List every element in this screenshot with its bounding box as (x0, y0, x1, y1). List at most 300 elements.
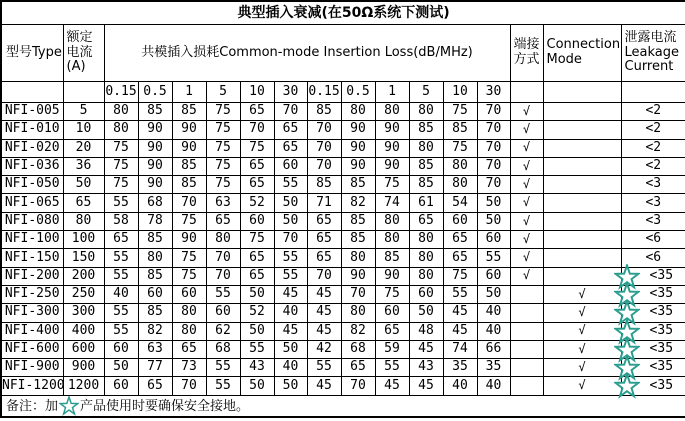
column-header-termination: 端接方式 (510, 25, 543, 82)
loss-cell-10: 55 (443, 285, 477, 303)
leakage-cell (621, 103, 685, 121)
table-row-nfi-080 (1, 212, 685, 230)
termination-cell: √ (510, 139, 543, 157)
loss-cell-10: 65 (443, 249, 477, 267)
loss-cell-11: 60 (477, 267, 510, 285)
footnote-prefix: 备注：加 (6, 398, 59, 414)
frequency-label-6: 0.15 (307, 82, 341, 103)
loss-cell-10: 75 (443, 267, 477, 285)
loss-cell-7: 80 (341, 304, 375, 322)
loss-cell-4: 65 (240, 267, 274, 285)
loss-cell-1: 90 (138, 139, 172, 157)
leakage-value: <35 (649, 267, 674, 283)
model-cell: NFI-1200 (1, 377, 63, 395)
rated-current-cell: 5 (63, 103, 104, 121)
loss-cell-7: 90 (341, 139, 375, 157)
loss-cell-0: 75 (104, 176, 138, 194)
loss-cell-9: 60 (409, 285, 443, 303)
loss-cell-9: 85 (409, 176, 443, 194)
loss-cell-1: 85 (138, 304, 172, 322)
loss-cell-5: 50 (274, 212, 307, 230)
rated-current-cell: 200 (63, 267, 104, 285)
rated-current-cell: 80 (63, 212, 104, 230)
loss-cell-0: 55 (104, 304, 138, 322)
rated-current-cell: 10 (63, 121, 104, 139)
loss-cell-8: 55 (375, 359, 409, 377)
leakage-cell (621, 285, 685, 303)
loss-cell-1: 90 (138, 121, 172, 139)
loss-cell-2: 70 (172, 377, 206, 395)
connection-mode-cell: √ (543, 359, 621, 377)
star-icon (59, 396, 79, 416)
loss-cell-9: 80 (409, 103, 443, 121)
table-row-nfi-250 (1, 285, 685, 303)
loss-cell-0: 65 (104, 231, 138, 249)
table-title: 典型插入衰减(在50Ω系统下测试) (1, 1, 685, 25)
loss-cell-3: 65 (206, 212, 240, 230)
model-cell: NFI-200 (1, 267, 63, 285)
loss-cell-5: 70 (274, 103, 307, 121)
loss-cell-7: 80 (341, 103, 375, 121)
loss-cell-0: 60 (104, 377, 138, 395)
termination-cell (510, 285, 543, 303)
loss-cell-9: 61 (409, 194, 443, 212)
loss-cell-11: 70 (477, 139, 510, 157)
loss-cell-8: 80 (375, 103, 409, 121)
loss-cell-4: 55 (240, 340, 274, 358)
loss-cell-7: 80 (341, 249, 375, 267)
model-cell: NFI-065 (1, 194, 63, 212)
loss-cell-0: 75 (104, 157, 138, 175)
loss-cell-2: 75 (172, 249, 206, 267)
connection-mode-cell (543, 212, 621, 230)
loss-cell-0: 55 (104, 322, 138, 340)
loss-cell-9: 45 (409, 377, 443, 395)
connection-mode-cell (543, 157, 621, 175)
loss-cell-11: 70 (477, 121, 510, 139)
loss-cell-0: 55 (104, 249, 138, 267)
loss-cell-11: 60 (477, 231, 510, 249)
loss-cell-4: 50 (240, 285, 274, 303)
loss-cell-4: 50 (240, 377, 274, 395)
loss-cell-1: 63 (138, 340, 172, 358)
loss-cell-8: 59 (375, 340, 409, 358)
loss-cell-8: 90 (375, 139, 409, 157)
loss-cell-3: 68 (206, 340, 240, 358)
loss-cell-2: 70 (172, 194, 206, 212)
loss-cell-8: 60 (375, 304, 409, 322)
loss-cell-9: 80 (409, 139, 443, 157)
leakage-value: <2 (645, 121, 662, 137)
loss-cell-4: 75 (240, 139, 274, 157)
termination-cell: √ (510, 231, 543, 249)
loss-cell-3: 55 (206, 285, 240, 303)
loss-cell-0: 75 (104, 139, 138, 157)
leakage-cell (621, 304, 685, 322)
loss-cell-9: 65 (409, 212, 443, 230)
loss-cell-6: 42 (307, 340, 341, 358)
loss-cell-2: 90 (172, 121, 206, 139)
frequency-label-9: 5 (409, 82, 443, 103)
connection-mode-cell (543, 121, 621, 139)
loss-cell-4: 65 (240, 103, 274, 121)
loss-cell-3: 60 (206, 304, 240, 322)
model-cell: NFI-300 (1, 304, 63, 322)
loss-cell-9: 85 (409, 157, 443, 175)
column-header-rated-current: 额定电流(A) (63, 25, 104, 82)
table-header-row (1, 25, 685, 82)
loss-cell-5: 65 (274, 139, 307, 157)
model-cell: NFI-005 (1, 103, 63, 121)
loss-cell-3: 75 (206, 121, 240, 139)
loss-cell-2: 85 (172, 176, 206, 194)
loss-cell-6: 65 (307, 231, 341, 249)
termination-cell (510, 377, 543, 395)
footnote-suffix: 产品使用时要确保安全接地。 (80, 398, 250, 414)
model-cell: NFI-150 (1, 249, 63, 267)
loss-cell-10: 80 (443, 176, 477, 194)
model-cell: NFI-080 (1, 212, 63, 230)
loss-cell-5: 50 (274, 194, 307, 212)
loss-cell-2: 80 (172, 322, 206, 340)
star-icon (59, 396, 79, 416)
leakage-value: <35 (649, 359, 674, 375)
loss-cell-7: 90 (341, 121, 375, 139)
model-cell: NFI-400 (1, 322, 63, 340)
loss-cell-6: 45 (307, 285, 341, 303)
termination-cell: √ (510, 103, 543, 121)
loss-cell-10: 45 (443, 304, 477, 322)
termination-cell: √ (510, 176, 543, 194)
loss-cell-6: 85 (307, 176, 341, 194)
loss-cell-2: 60 (172, 285, 206, 303)
rated-current-cell: 150 (63, 249, 104, 267)
leakage-cell (621, 139, 685, 157)
termination-cell (510, 359, 543, 377)
loss-cell-2: 75 (172, 212, 206, 230)
loss-cell-2: 85 (172, 103, 206, 121)
table-row-nfi-020 (1, 139, 685, 157)
loss-cell-1: 80 (138, 249, 172, 267)
model-cell: NFI-020 (1, 139, 63, 157)
loss-cell-1: 78 (138, 212, 172, 230)
column-header-leakage-current: 泄露电流Leakage Current (621, 25, 685, 82)
loss-cell-6: 65 (307, 249, 341, 267)
leakage-value: <2 (645, 139, 662, 155)
loss-cell-0: 80 (104, 121, 138, 139)
model-cell: NFI-036 (1, 157, 63, 175)
loss-cell-8: 75 (375, 176, 409, 194)
loss-cell-1: 68 (138, 194, 172, 212)
table-row-nfi-300 (1, 304, 685, 322)
leakage-cell (621, 267, 685, 285)
loss-cell-9: 45 (409, 340, 443, 358)
loss-cell-2: 73 (172, 359, 206, 377)
loss-cell-11: 70 (477, 157, 510, 175)
loss-cell-11: 50 (477, 194, 510, 212)
leakage-cell (621, 121, 685, 139)
loss-cell-0: 55 (104, 267, 138, 285)
table-row-nfi-150 (1, 249, 685, 267)
loss-cell-1: 85 (138, 103, 172, 121)
loss-cell-6: 45 (307, 304, 341, 322)
freq-blank-leakage (621, 82, 685, 103)
loss-cell-8: 90 (375, 157, 409, 175)
loss-cell-10: 60 (443, 212, 477, 230)
loss-cell-2: 80 (172, 304, 206, 322)
loss-cell-0: 80 (104, 103, 138, 121)
loss-cell-0: 55 (104, 194, 138, 212)
loss-cell-10: 74 (443, 340, 477, 358)
connection-mode-cell (543, 267, 621, 285)
loss-cell-5: 55 (274, 249, 307, 267)
loss-cell-7: 90 (341, 267, 375, 285)
table-title-row (1, 1, 685, 25)
footnote (1, 395, 685, 417)
frequency-label-3: 5 (206, 82, 240, 103)
frequency-label-5: 30 (274, 82, 307, 103)
loss-cell-3: 75 (206, 103, 240, 121)
column-header-connection-mode: Connection Mode (543, 25, 621, 82)
table-row-nfi-100 (1, 231, 685, 249)
loss-cell-3: 55 (206, 377, 240, 395)
loss-cell-7: 85 (341, 231, 375, 249)
model-cell: NFI-600 (1, 340, 63, 358)
loss-cell-5: 60 (274, 157, 307, 175)
rated-current-cell: 100 (63, 231, 104, 249)
rated-current-cell: 1200 (63, 377, 104, 395)
model-cell: NFI-100 (1, 231, 63, 249)
loss-cell-1: 82 (138, 322, 172, 340)
loss-cell-3: 70 (206, 249, 240, 267)
loss-cell-3: 75 (206, 176, 240, 194)
loss-cell-11: 66 (477, 340, 510, 358)
leakage-cell (621, 212, 685, 230)
rated-current-cell: 300 (63, 304, 104, 322)
loss-cell-5: 45 (274, 285, 307, 303)
loss-cell-6: 70 (307, 121, 341, 139)
loss-cell-11: 70 (477, 103, 510, 121)
table-row-nfi-400 (1, 322, 685, 340)
termination-cell (510, 340, 543, 358)
loss-cell-1: 85 (138, 267, 172, 285)
column-header-model: 型号Type (1, 25, 63, 82)
loss-cell-4: 52 (240, 304, 274, 322)
loss-cell-6: 70 (307, 157, 341, 175)
loss-cell-0: 50 (104, 359, 138, 377)
leakage-cell (621, 377, 685, 395)
table-row-nfi-200 (1, 267, 685, 285)
table-row-nfi-010 (1, 121, 685, 139)
loss-cell-10: 80 (443, 157, 477, 175)
loss-cell-4: 43 (240, 359, 274, 377)
loss-cell-10: 45 (443, 322, 477, 340)
loss-cell-6: 70 (307, 267, 341, 285)
loss-cell-5: 65 (274, 121, 307, 139)
termination-cell: √ (510, 249, 543, 267)
loss-cell-1: 60 (138, 285, 172, 303)
loss-cell-4: 65 (240, 176, 274, 194)
loss-cell-0: 60 (104, 340, 138, 358)
model-cell: NFI-900 (1, 359, 63, 377)
rated-current-cell: 20 (63, 139, 104, 157)
leakage-value: <3 (645, 176, 662, 192)
frequency-label-11: 30 (477, 82, 510, 103)
loss-cell-7: 68 (341, 340, 375, 358)
loss-cell-5: 70 (274, 231, 307, 249)
loss-cell-3: 55 (206, 359, 240, 377)
loss-cell-6: 71 (307, 194, 341, 212)
freq-blank-connection (543, 82, 621, 103)
table-row-nfi-900 (1, 359, 685, 377)
leakage-cell (621, 340, 685, 358)
loss-cell-10: 35 (443, 359, 477, 377)
loss-cell-5: 45 (274, 322, 307, 340)
loss-cell-8: 74 (375, 194, 409, 212)
termination-cell (510, 304, 543, 322)
leakage-value: <35 (649, 304, 674, 320)
loss-cell-5: 40 (274, 304, 307, 322)
model-cell: NFI-010 (1, 121, 63, 139)
leakage-value: <6 (645, 249, 662, 265)
connection-mode-cell (543, 194, 621, 212)
frequency-label-0: 0.15 (104, 82, 138, 103)
loss-cell-11: 40 (477, 304, 510, 322)
loss-cell-1: 90 (138, 157, 172, 175)
loss-cell-9: 80 (409, 249, 443, 267)
loss-cell-5: 50 (274, 377, 307, 395)
loss-cell-6: 85 (307, 103, 341, 121)
freq-blank-current (63, 82, 104, 103)
leakage-cell (621, 194, 685, 212)
connection-mode-cell: √ (543, 340, 621, 358)
leakage-cell (621, 359, 685, 377)
termination-cell: √ (510, 157, 543, 175)
loss-cell-9: 85 (409, 121, 443, 139)
loss-cell-7: 70 (341, 377, 375, 395)
connection-mode-cell (543, 231, 621, 249)
loss-cell-5: 55 (274, 176, 307, 194)
loss-cell-4: 65 (240, 157, 274, 175)
loss-cell-3: 75 (206, 139, 240, 157)
rated-current-cell: 400 (63, 322, 104, 340)
frequency-label-1: 0.5 (138, 82, 172, 103)
rated-current-cell: 65 (63, 194, 104, 212)
leakage-value: <3 (645, 212, 662, 228)
termination-cell: √ (510, 267, 543, 285)
column-header-insertion-loss: 共模插入损耗Common-mode Insertion Loss(dB/MHz) (104, 25, 510, 82)
loss-cell-6: 55 (307, 359, 341, 377)
loss-cell-11: 55 (477, 249, 510, 267)
frequency-header-row (1, 82, 685, 103)
loss-cell-7: 65 (341, 359, 375, 377)
footnote-row (1, 395, 685, 417)
loss-cell-8: 80 (375, 212, 409, 230)
loss-cell-3: 75 (206, 157, 240, 175)
loss-cell-3: 62 (206, 322, 240, 340)
frequency-label-8: 1 (375, 82, 409, 103)
loss-cell-3: 70 (206, 267, 240, 285)
loss-cell-10: 85 (443, 121, 477, 139)
frequency-label-7: 0.5 (341, 82, 375, 103)
loss-cell-10: 75 (443, 103, 477, 121)
loss-cell-8: 65 (375, 322, 409, 340)
loss-cell-8: 45 (375, 377, 409, 395)
loss-cell-5: 55 (274, 267, 307, 285)
loss-cell-2: 90 (172, 139, 206, 157)
leakage-value: <35 (649, 377, 674, 393)
loss-cell-4: 50 (240, 322, 274, 340)
loss-cell-4: 65 (240, 249, 274, 267)
termination-cell: √ (510, 212, 543, 230)
connection-mode-cell (543, 249, 621, 267)
connection-mode-cell (543, 103, 621, 121)
loss-cell-10: 54 (443, 194, 477, 212)
table-row-nfi-050 (1, 176, 685, 194)
connection-mode-cell: √ (543, 322, 621, 340)
connection-mode-cell: √ (543, 285, 621, 303)
freq-blank-termination (510, 82, 543, 103)
loss-cell-8: 90 (375, 267, 409, 285)
connection-mode-cell (543, 176, 621, 194)
loss-cell-7: 82 (341, 322, 375, 340)
loss-cell-2: 75 (172, 267, 206, 285)
loss-cell-6: 45 (307, 377, 341, 395)
loss-cell-1: 90 (138, 176, 172, 194)
leakage-value: <6 (645, 231, 662, 247)
loss-cell-2: 90 (172, 231, 206, 249)
rated-current-cell: 36 (63, 157, 104, 175)
loss-cell-6: 45 (307, 322, 341, 340)
loss-cell-4: 52 (240, 194, 274, 212)
leakage-cell (621, 157, 685, 175)
loss-cell-7: 85 (341, 176, 375, 194)
leakage-cell (621, 322, 685, 340)
loss-cell-10: 40 (443, 377, 477, 395)
leakage-value: <2 (645, 158, 662, 174)
loss-cell-7: 70 (341, 285, 375, 303)
loss-cell-1: 65 (138, 377, 172, 395)
loss-cell-0: 58 (104, 212, 138, 230)
loss-cell-8: 85 (375, 249, 409, 267)
leakage-value: <3 (645, 194, 662, 210)
connection-mode-cell (543, 139, 621, 157)
loss-cell-8: 75 (375, 285, 409, 303)
loss-cell-6: 70 (307, 139, 341, 157)
loss-cell-8: 80 (375, 231, 409, 249)
loss-cell-1: 77 (138, 359, 172, 377)
leakage-cell (621, 249, 685, 267)
frequency-label-10: 10 (443, 82, 477, 103)
frequency-label-2: 1 (172, 82, 206, 103)
rated-current-cell: 50 (63, 176, 104, 194)
loss-cell-2: 65 (172, 340, 206, 358)
leakage-value: <35 (649, 286, 674, 302)
leakage-value: <2 (645, 103, 662, 119)
loss-cell-11: 40 (477, 377, 510, 395)
table-row-nfi-065 (1, 194, 685, 212)
loss-cell-9: 43 (409, 359, 443, 377)
leakage-value: <35 (649, 341, 674, 357)
loss-cell-5: 40 (274, 359, 307, 377)
loss-cell-7: 85 (341, 212, 375, 230)
loss-cell-4: 70 (240, 121, 274, 139)
loss-cell-11: 35 (477, 359, 510, 377)
loss-cell-3: 63 (206, 194, 240, 212)
table-row-nfi-1200 (1, 377, 685, 395)
rated-current-cell: 900 (63, 359, 104, 377)
loss-cell-11: 50 (477, 212, 510, 230)
